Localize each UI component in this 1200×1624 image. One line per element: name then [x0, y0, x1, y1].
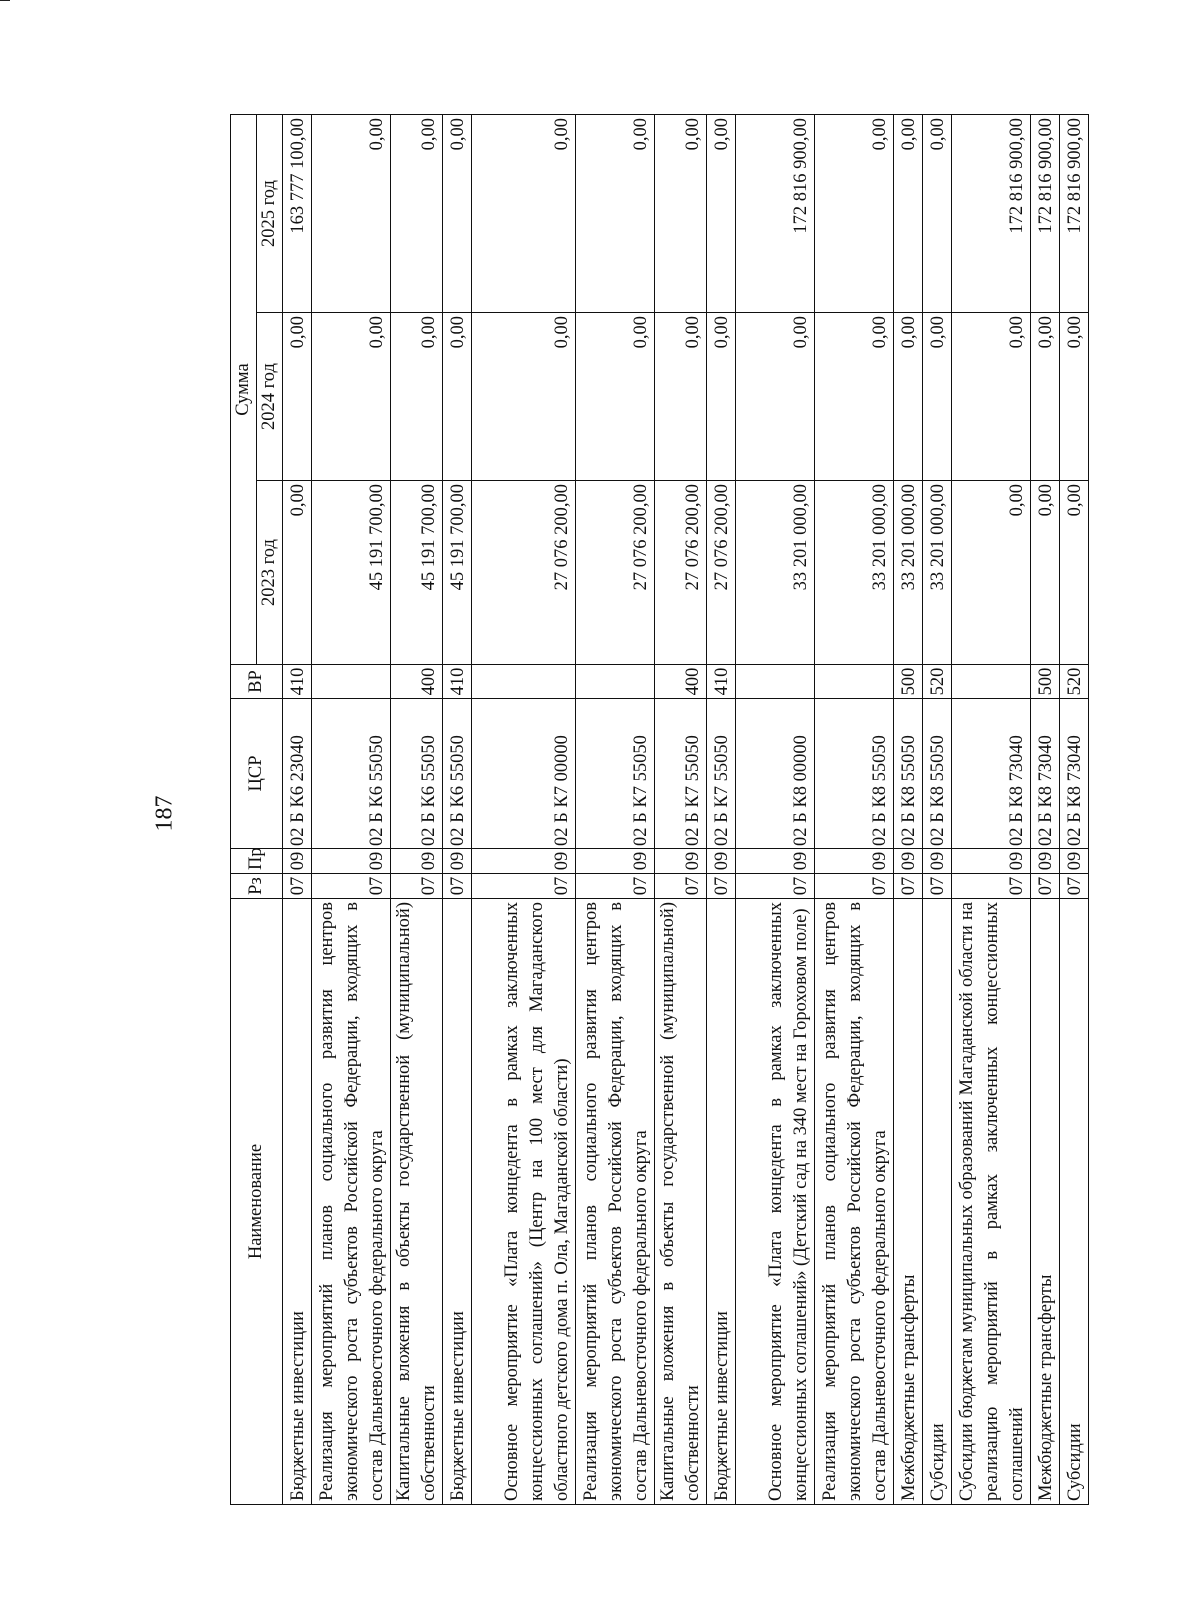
- row-pr: 09: [443, 849, 472, 874]
- row-amount-2025: 0,00: [923, 115, 952, 313]
- row-csr: 02 Б К6 55050: [443, 699, 472, 849]
- table-row: [443, 115, 472, 1505]
- table-row: [1031, 115, 1060, 1505]
- row-amount-2024: 0,00: [952, 313, 1031, 481]
- table-row: [707, 115, 736, 1505]
- row-csr: 02 Б К8 55050: [923, 699, 952, 849]
- table-body: [283, 115, 1089, 1505]
- row-amount-2023: 0,00: [1031, 481, 1060, 665]
- table-row: [472, 115, 576, 1505]
- row-rz: 07: [472, 874, 576, 899]
- row-amount-2024: 0,00: [283, 313, 312, 481]
- row-name: Субсидии: [1060, 899, 1089, 1505]
- row-vr: [815, 665, 894, 699]
- row-amount-2025: 163 777 100,00: [283, 115, 312, 313]
- header-pr: Пр: [231, 849, 283, 874]
- row-amount-2024: 0,00: [894, 313, 923, 481]
- row-csr: 02 Б К8 00000: [736, 699, 815, 849]
- table-row: [894, 115, 923, 1505]
- row-amount-2024: 0,00: [655, 313, 707, 481]
- budget-table: [230, 114, 1089, 1505]
- row-csr: 02 Б К8 55050: [894, 699, 923, 849]
- row-csr: 02 Б К8 73040: [1031, 699, 1060, 849]
- row-vr: 410: [443, 665, 472, 699]
- table-row: [655, 115, 707, 1505]
- table-row: [815, 115, 894, 1505]
- row-vr: [736, 665, 815, 699]
- row-pr: 09: [952, 849, 1031, 874]
- row-pr: 09: [815, 849, 894, 874]
- row-name: Основное мероприятие «Плата концедента в рамках заключенных концессионных соглашений» (Центр на 100 мест для Магаданского областного детского дома п. Ола, Магаданской области): [472, 899, 576, 1505]
- row-name: Капитальные вложения в объекты государственной (муниципальной) собственности: [391, 899, 443, 1505]
- row-csr: 02 Б К7 00000: [472, 699, 576, 849]
- row-amount-2023: 27 076 200,00: [707, 481, 736, 665]
- row-amount-2025: 172 816 900,00: [736, 115, 815, 313]
- row-rz: 07: [655, 874, 707, 899]
- row-vr: 410: [707, 665, 736, 699]
- row-amount-2024: 0,00: [707, 313, 736, 481]
- row-pr: 09: [472, 849, 576, 874]
- page-number: 187: [151, 795, 178, 832]
- row-name: Субсидии: [923, 899, 952, 1505]
- row-amount-2023: 0,00: [283, 481, 312, 665]
- row-pr: 09: [707, 849, 736, 874]
- row-rz: 07: [1060, 874, 1089, 899]
- row-vr: [576, 665, 655, 699]
- row-csr: 02 Б К6 55050: [312, 699, 391, 849]
- row-amount-2025: 0,00: [312, 115, 391, 313]
- row-name: Межбюджетные трансферты: [894, 899, 923, 1505]
- row-amount-2025: 0,00: [894, 115, 923, 313]
- row-vr: 410: [283, 665, 312, 699]
- row-vr: [312, 665, 391, 699]
- row-amount-2024: 0,00: [472, 313, 576, 481]
- header-sum: Сумма: [231, 115, 257, 665]
- row-amount-2023: 33 201 000,00: [815, 481, 894, 665]
- row-name: Основное мероприятие «Плата концедента в рамках заключенных концессионных соглашений» (Детский сад на 340 мест на Гороховом поле): [736, 899, 815, 1505]
- row-pr: 09: [312, 849, 391, 874]
- row-vr: 400: [391, 665, 443, 699]
- row-amount-2025: 172 816 900,00: [952, 115, 1031, 313]
- row-vr: 400: [655, 665, 707, 699]
- row-pr: 09: [1060, 849, 1089, 874]
- row-name: Бюджетные инвестиции: [443, 899, 472, 1505]
- table-row: [391, 115, 443, 1505]
- row-amount-2024: 0,00: [391, 313, 443, 481]
- row-pr: 09: [736, 849, 815, 874]
- row-amount-2023: 33 201 000,00: [736, 481, 815, 665]
- row-amount-2023: 0,00: [952, 481, 1031, 665]
- row-vr: 520: [923, 665, 952, 699]
- row-amount-2025: 0,00: [576, 115, 655, 313]
- row-rz: 07: [952, 874, 1031, 899]
- row-name: Капитальные вложения в объекты государственной (муниципальной) собственности: [655, 899, 707, 1505]
- row-rz: 07: [576, 874, 655, 899]
- row-name: Межбюджетные трансферты: [1031, 899, 1060, 1505]
- row-rz: 07: [894, 874, 923, 899]
- row-amount-2024: 0,00: [1031, 313, 1060, 481]
- row-pr: 09: [391, 849, 443, 874]
- table-row: [576, 115, 655, 1505]
- header-vr: ВР: [231, 665, 283, 699]
- row-rz: 07: [312, 874, 391, 899]
- row-amount-2024: 0,00: [1060, 313, 1089, 481]
- header-rz: Рз: [231, 874, 283, 899]
- row-rz: 07: [736, 874, 815, 899]
- row-amount-2024: 0,00: [443, 313, 472, 481]
- row-name: Субсидии бюджетам муниципальных образований Магаданской области на реализацию мероприятий в рамках заключенных концессионных соглашений: [952, 899, 1031, 1505]
- row-amount-2025: 0,00: [707, 115, 736, 313]
- row-name: Реализация мероприятий планов социального развития центров экономического роста субъектов Российской Федерации, входящих в состав Дальневосточного федерального округа: [312, 899, 391, 1505]
- row-rz: 07: [443, 874, 472, 899]
- row-csr: 02 Б К6 23040: [283, 699, 312, 849]
- row-amount-2023: 27 076 200,00: [576, 481, 655, 665]
- table-row: [1060, 115, 1089, 1505]
- row-pr: 09: [655, 849, 707, 874]
- row-pr: 09: [576, 849, 655, 874]
- row-amount-2025: 0,00: [815, 115, 894, 313]
- table-row: [736, 115, 815, 1505]
- header-2024: 2024 год: [257, 313, 283, 481]
- row-vr: [472, 665, 576, 699]
- table-row: [923, 115, 952, 1505]
- row-amount-2025: 172 816 900,00: [1060, 115, 1089, 313]
- row-amount-2023: 33 201 000,00: [923, 481, 952, 665]
- row-amount-2025: 0,00: [391, 115, 443, 313]
- row-csr: 02 Б К8 73040: [1060, 699, 1089, 849]
- row-amount-2024: 0,00: [815, 313, 894, 481]
- row-amount-2023: 0,00: [1060, 481, 1089, 665]
- row-rz: 07: [283, 874, 312, 899]
- row-vr: [952, 665, 1031, 699]
- row-vr: 500: [1031, 665, 1060, 699]
- header-2023: 2023 год: [257, 481, 283, 665]
- row-csr: 02 Б К7 55050: [655, 699, 707, 849]
- row-amount-2023: 45 191 700,00: [391, 481, 443, 665]
- row-amount-2024: 0,00: [736, 313, 815, 481]
- row-name: Реализация мероприятий планов социального развития центров экономического роста субъектов Российской Федерации, входящих в состав Дальневосточного федерального округа: [815, 899, 894, 1505]
- header-csr: ЦСР: [231, 699, 283, 849]
- row-amount-2025: 172 816 900,00: [1031, 115, 1060, 313]
- table-row: [952, 115, 1031, 1505]
- row-amount-2025: 0,00: [443, 115, 472, 313]
- row-vr: 500: [894, 665, 923, 699]
- row-amount-2025: 0,00: [655, 115, 707, 313]
- row-csr: 02 Б К7 55050: [576, 699, 655, 849]
- row-amount-2025: 0,00: [472, 115, 576, 313]
- header-2025: 2025 год: [257, 115, 283, 313]
- row-rz: 07: [707, 874, 736, 899]
- row-rz: 07: [391, 874, 443, 899]
- row-amount-2023: 45 191 700,00: [443, 481, 472, 665]
- row-amount-2024: 0,00: [312, 313, 391, 481]
- row-amount-2024: 0,00: [923, 313, 952, 481]
- row-rz: 07: [1031, 874, 1060, 899]
- row-amount-2024: 0,00: [576, 313, 655, 481]
- scan-edge-mark: [0, 0, 10, 1]
- table-row: [283, 115, 312, 1505]
- row-pr: 09: [923, 849, 952, 874]
- row-csr: 02 Б К8 55050: [815, 699, 894, 849]
- row-name: Реализация мероприятий планов социального развития центров экономического роста субъектов Российской Федерации, входящих в состав Дальневосточного федерального округа: [576, 899, 655, 1505]
- row-name: Бюджетные инвестиции: [283, 899, 312, 1505]
- table-row: [312, 115, 391, 1505]
- row-csr: 02 Б К8 73040: [952, 699, 1031, 849]
- row-amount-2023: 27 076 200,00: [655, 481, 707, 665]
- row-rz: 07: [923, 874, 952, 899]
- row-amount-2023: 27 076 200,00: [472, 481, 576, 665]
- row-csr: 02 Б К7 55050: [707, 699, 736, 849]
- row-pr: 09: [283, 849, 312, 874]
- row-amount-2023: 33 201 000,00: [894, 481, 923, 665]
- header-name: Наименование: [231, 899, 283, 1505]
- row-amount-2023: 45 191 700,00: [312, 481, 391, 665]
- row-vr: 520: [1060, 665, 1089, 699]
- row-csr: 02 Б К6 55050: [391, 699, 443, 849]
- row-name: Бюджетные инвестиции: [707, 899, 736, 1505]
- row-pr: 09: [1031, 849, 1060, 874]
- row-pr: 09: [894, 849, 923, 874]
- row-rz: 07: [815, 874, 894, 899]
- budget-table-container: [230, 115, 1108, 1505]
